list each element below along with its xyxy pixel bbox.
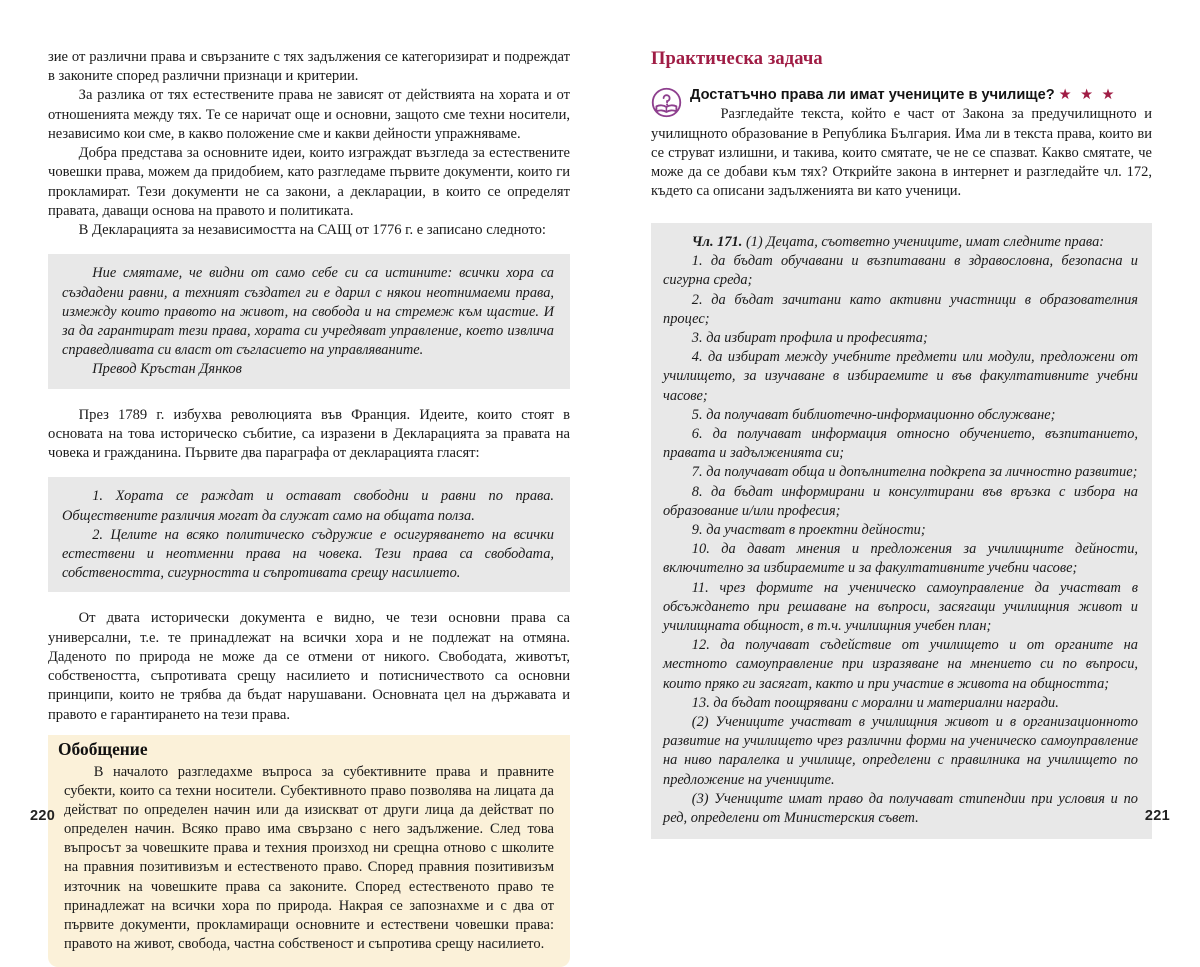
- law-article-intro-text: (1) Децата, съответно учениците, имат следните права:: [745, 233, 1105, 250]
- law-paragraph-2: (2) Учениците участват в училищния живот и в организационното развитие на училището чрез различни форми на ученическо самоуправление на ниво паралелка и училище, определени с правилника на училището по предложение на учениците.: [663, 714, 1138, 788]
- book-question-icon: [651, 87, 682, 118]
- law-item: 12. да получават съдействие от училището и от органите на местното самоуправление при изразяване на мнението си по въпроси, които пряко ги засягат, както и при участие в живота на общността;: [663, 637, 1138, 692]
- summary-box: [48, 735, 570, 967]
- law-item: 6. да получават информация относно обучението, възпитанието, правата и задълженията си;: [663, 426, 1138, 462]
- law-excerpt-box: [651, 223, 1152, 839]
- law-article-label: Чл. 171.: [691, 233, 743, 250]
- body-paragraph: От двата исторически документа е видно, че тези основни права са универсални, т.е. те принадлежат на всички хора и не подлежат на отмяна. Даденото по природа не може да се отмени от никого. Свободата, животът, собствеността, съпротивата срещу насилието и потисничеството са основни принципи, които не трябва да бъдат нарушавани. Основната цел на държавата и правото е гарантирането на тези права.: [48, 610, 570, 723]
- page-number-left: 220: [30, 808, 56, 824]
- task-instructions-text: Разгледайте текста, който е част от Закона за предучилищното и училищното образование в Република България. Има ли в текста права, които ви се струват излишни, и такива, които смятате, че не се спазват. Какво смятате, че може да се добави към тях? Открийте закона в интернет и разгледайте чл. 172, където са описани задълженията ви като ученици.: [651, 106, 1152, 199]
- law-item: 11. чрез формите на ученическо самоуправление да участват в обсъждането при решаване на въпроси, засягащи училищния живот и училищната общност, в т.ч. училищния учебен план;: [663, 579, 1138, 635]
- body-paragraph: В Декларацията за независимостта на САЩ от 1776 г. е записано следното:: [78, 222, 546, 239]
- spacer: [48, 463, 570, 477]
- section-title: Практическа задача: [651, 49, 823, 69]
- task-heading: [690, 86, 1152, 104]
- quote-box-declaration-usa: [48, 254, 570, 388]
- quote-box-declaration-france: [48, 477, 570, 592]
- quote-item: 1. Хората се раждат и остават свободни и равни по права. Обществените различия могат да служат само на общата полза.: [62, 488, 554, 524]
- quote-text: Ние смятаме, че видни от само себе си са истините: всички хора са създадени равни, а техният създател ги е дарил с някои неотнимаеми права, измежду които правото на живот, на свобода и на стремеж към щастие. И за да гарантират тези права, хората си учредяват управление, което извлича справедливата си власт от съгласието на управляваните.: [62, 265, 554, 359]
- quote-credit: Превод Кръстан Дянков: [92, 361, 242, 378]
- law-item: 2. да бъдат зачитани като активни участници в образователния процес;: [663, 291, 1138, 327]
- law-item: 9. да участват в проектни дейности;: [691, 522, 926, 539]
- quote-item: 2. Целите на всяко политическо съдружие е осигуряването на всички естествени и неотменни права на човека. Тези права са свободата, собствеността, сигурността и съпротивата срещу насилието.: [62, 526, 554, 582]
- law-item: 8. да бъдат информирани и консултирани във връзка с избора на образование и/или професия;: [663, 483, 1138, 519]
- right-page: [600, 0, 1200, 852]
- law-article-intro: [663, 233, 1138, 252]
- body-paragraph: Добра представа за основните идеи, които изграждат възгледа за естествените човешки права, можем да придобием, като разгледаме първите документи, които ги прокламират. Тези документи не са закони, а декларации, в които се определят правата, даващи основа на правото и политиката.: [48, 145, 570, 219]
- page-number-right: 221: [1144, 808, 1170, 824]
- law-paragraph-3: (3) Учениците имат право да получават стипендии при условия и по ред, определени от Министерския съвет.: [663, 790, 1138, 827]
- law-item: 3. да избират профила и професията;: [691, 329, 928, 346]
- summary-text: В началото разгледахме въпроса за субективните права и правните субекти, които са техни носители. Субективното право позволява на лицата да действат по определен начин или да изискват от други лица да действат по определен начин. Всяко право има свързано с него задължение. След това въпросът за човешките права и техния произход ни срещна отново с школите на правния позитивизъм и естественото право. Според правния позитивизъм източник на човешките права са законите. Според естественото право те принадлежат на всички хора по природа. Накрая се запознахме и с два от първите документи, прокламиращи основните и естествени човешки права: правото на живот, свобода, частна собственост и съпротива срещу насилието.: [64, 763, 554, 953]
- law-item: 7. да получават обща и допълнителна подкрепа за личностно развитие;: [691, 464, 1138, 481]
- task-instructions: [651, 105, 1152, 201]
- summary-title: Обобщение: [48, 735, 168, 763]
- spacer: [48, 592, 570, 609]
- spacer: [48, 389, 570, 406]
- law-item: 4. да избират между учебните предмети или модули, предложени от училището, за изучаване в избираемите и във факултативните учебни часове;: [663, 349, 1138, 404]
- left-page: [0, 0, 600, 953]
- law-item: 13. да бъдат поощрявани с морални и материални награди.: [691, 694, 1059, 711]
- body-paragraph: През 1789 г. избухва революцията във Франция. Идеите, които стоят в основата на това историческо събитие, са изразени в Декларацията за правата на човека и гражданина. Първите два параграфа от декларацията гласят:: [48, 406, 570, 462]
- law-item: 1. да бъдат обучавани и възпитавани в здравословна, безопасна и сигурна среда;: [663, 253, 1138, 289]
- law-item: 10. да дават мнения и предложения за училищните дейности, включително за избираемите и за факултативните учебни часове;: [663, 541, 1138, 577]
- law-item: 5. да получават библиотечно-информационно обслужване;: [691, 406, 1056, 423]
- practical-task: [651, 86, 1152, 201]
- task-heading-label: Достатъчно права ли имат учениците в училище?: [690, 87, 1055, 104]
- body-paragraph: За разлика от тях естествените права не зависят от действията на хората и от отношенията между тях. Те се наричат още и основни, защото сме техни носители, независимо кои сме, в какво положение сме и какви дейности упражняваме.: [48, 87, 570, 142]
- spacer: [48, 240, 570, 254]
- difficulty-stars: ★ ★ ★: [1058, 87, 1117, 104]
- body-paragraph: зие от различни права и свързаните с тях задължения се категоризират и подреждат в законите според различни признаци и критерии.: [48, 49, 570, 85]
